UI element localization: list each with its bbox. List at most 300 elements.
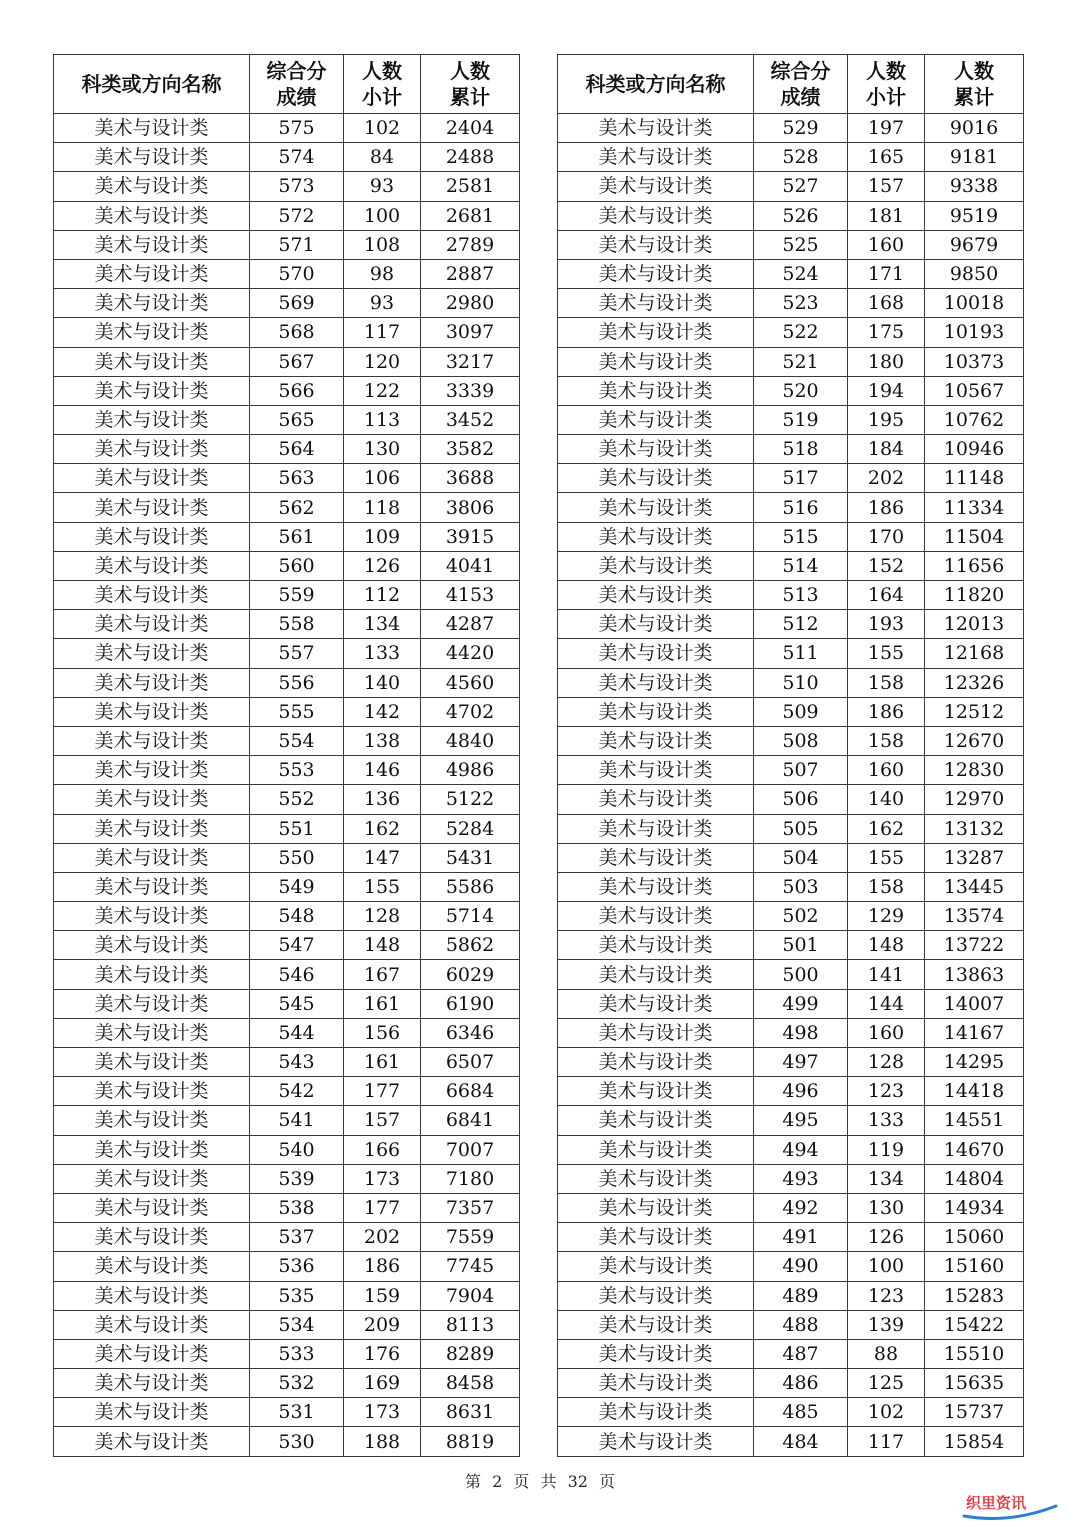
table-row <box>558 814 1024 843</box>
cell-count: 130 <box>344 435 421 464</box>
cell-category: 美术与设计类 <box>558 230 754 259</box>
cell-score: 506 <box>754 785 848 814</box>
table-row <box>54 1164 520 1193</box>
cell-cumulative: 13863 <box>925 960 1024 989</box>
cell-cumulative: 9679 <box>925 230 1024 259</box>
cell-score: 560 <box>250 551 344 580</box>
cell-score: 561 <box>250 522 344 551</box>
table-row <box>558 1164 1024 1193</box>
cell-score: 503 <box>754 872 848 901</box>
cell-count: 155 <box>848 639 925 668</box>
cell-cumulative: 8458 <box>421 1369 520 1398</box>
table-row <box>54 697 520 726</box>
cell-category: 美术与设计类 <box>558 814 754 843</box>
cell-count: 128 <box>344 902 421 931</box>
cell-score: 542 <box>250 1077 344 1106</box>
cell-score: 539 <box>250 1164 344 1193</box>
cell-category: 美术与设计类 <box>558 872 754 901</box>
table-row <box>54 1193 520 1222</box>
cell-count: 139 <box>848 1310 925 1339</box>
cell-category: 美术与设计类 <box>54 143 250 172</box>
cell-score: 489 <box>754 1281 848 1310</box>
cell-category: 美术与设计类 <box>54 1339 250 1368</box>
cell-score: 485 <box>754 1398 848 1427</box>
table-row <box>558 318 1024 347</box>
cell-cumulative: 8631 <box>421 1398 520 1427</box>
table-row <box>558 931 1024 960</box>
cell-score: 491 <box>754 1223 848 1252</box>
cell-count: 128 <box>848 1048 925 1077</box>
cell-category: 美术与设计类 <box>54 931 250 960</box>
cell-cumulative: 15422 <box>925 1310 1024 1339</box>
cell-category: 美术与设计类 <box>558 1310 754 1339</box>
table-row <box>558 726 1024 755</box>
header-category: 科类或方向名称 <box>558 55 754 114</box>
cell-count: 102 <box>848 1398 925 1427</box>
cell-category: 美术与设计类 <box>558 522 754 551</box>
cell-score: 550 <box>250 843 344 872</box>
cell-cumulative: 3339 <box>421 376 520 405</box>
table-row <box>558 464 1024 493</box>
table-row <box>558 172 1024 201</box>
cell-category: 美术与设计类 <box>558 1252 754 1281</box>
cell-count: 102 <box>344 114 421 143</box>
cell-category: 美术与设计类 <box>54 989 250 1018</box>
cell-count: 120 <box>344 347 421 376</box>
cell-cumulative: 7559 <box>421 1223 520 1252</box>
cell-count: 141 <box>848 960 925 989</box>
cell-cumulative: 6190 <box>421 989 520 1018</box>
cell-count: 146 <box>344 756 421 785</box>
cell-count: 134 <box>344 610 421 639</box>
table-row <box>54 902 520 931</box>
cell-count: 160 <box>848 756 925 785</box>
cell-score: 562 <box>250 493 344 522</box>
cell-category: 美术与设计类 <box>54 259 250 288</box>
cell-score: 553 <box>250 756 344 785</box>
cell-score: 516 <box>754 493 848 522</box>
cell-cumulative: 3806 <box>421 493 520 522</box>
cell-cumulative: 6346 <box>421 1018 520 1047</box>
cell-score: 500 <box>754 960 848 989</box>
cell-cumulative: 10762 <box>925 405 1024 434</box>
table-row <box>54 1048 520 1077</box>
cell-score: 552 <box>250 785 344 814</box>
cell-score: 554 <box>250 726 344 755</box>
cell-cumulative: 11656 <box>925 551 1024 580</box>
header-cumulative <box>421 55 520 114</box>
cell-cumulative: 12326 <box>925 668 1024 697</box>
header-cum-line1: 人数 <box>954 59 994 83</box>
cell-count: 123 <box>848 1077 925 1106</box>
cell-category: 美术与设计类 <box>558 493 754 522</box>
cell-count: 113 <box>344 405 421 434</box>
table-row <box>558 785 1024 814</box>
cell-score: 548 <box>250 902 344 931</box>
cell-category: 美术与设计类 <box>54 726 250 755</box>
cell-score: 569 <box>250 289 344 318</box>
table-row <box>558 522 1024 551</box>
header-count <box>848 55 925 114</box>
table-row <box>54 289 520 318</box>
table-body-right <box>558 114 1024 1457</box>
cell-category: 美术与设计类 <box>558 639 754 668</box>
cell-count: 84 <box>344 143 421 172</box>
cell-count: 180 <box>848 347 925 376</box>
cell-count: 159 <box>344 1281 421 1310</box>
cell-count: 140 <box>848 785 925 814</box>
header-count-line2: 小计 <box>866 85 906 109</box>
cell-count: 195 <box>848 405 925 434</box>
footer-total-pages: 32 <box>567 1472 588 1491</box>
cell-score: 526 <box>754 201 848 230</box>
cell-cumulative: 2887 <box>421 259 520 288</box>
table-row <box>54 1427 520 1456</box>
cell-cumulative: 2980 <box>421 289 520 318</box>
cell-score: 545 <box>250 989 344 1018</box>
cell-count: 134 <box>848 1164 925 1193</box>
cell-category: 美术与设计类 <box>558 1339 754 1368</box>
table-row <box>54 201 520 230</box>
cell-cumulative: 2488 <box>421 143 520 172</box>
cell-category: 美术与设计类 <box>558 668 754 697</box>
table-row <box>558 872 1024 901</box>
cell-category: 美术与设计类 <box>558 551 754 580</box>
cell-score: 524 <box>754 259 848 288</box>
cell-score: 543 <box>250 1048 344 1077</box>
cell-category: 美术与设计类 <box>54 1164 250 1193</box>
cell-score: 537 <box>250 1223 344 1252</box>
table-row <box>54 230 520 259</box>
table-row <box>54 785 520 814</box>
cell-category: 美术与设计类 <box>558 785 754 814</box>
cell-category: 美术与设计类 <box>558 697 754 726</box>
cell-category: 美术与设计类 <box>558 201 754 230</box>
cell-cumulative: 4986 <box>421 756 520 785</box>
cell-category: 美术与设计类 <box>54 639 250 668</box>
cell-category: 美术与设计类 <box>54 289 250 318</box>
cell-score: 557 <box>250 639 344 668</box>
cell-score: 564 <box>250 435 344 464</box>
cell-category: 美术与设计类 <box>54 1018 250 1047</box>
cell-score: 487 <box>754 1339 848 1368</box>
cell-count: 186 <box>848 493 925 522</box>
cell-score: 549 <box>250 872 344 901</box>
cell-score: 551 <box>250 814 344 843</box>
cell-category: 美术与设计类 <box>54 1281 250 1310</box>
cell-cumulative: 3915 <box>421 522 520 551</box>
cell-cumulative: 3097 <box>421 318 520 347</box>
table-row <box>558 230 1024 259</box>
cell-category: 美术与设计类 <box>54 551 250 580</box>
table-row <box>54 318 520 347</box>
cell-category: 美术与设计类 <box>558 960 754 989</box>
cell-count: 167 <box>344 960 421 989</box>
cell-score: 538 <box>250 1193 344 1222</box>
header-count <box>344 55 421 114</box>
cell-score: 502 <box>754 902 848 931</box>
cell-category: 美术与设计类 <box>54 1310 250 1339</box>
cell-score: 532 <box>250 1369 344 1398</box>
cell-count: 93 <box>344 172 421 201</box>
table-row <box>54 814 520 843</box>
cell-category: 美术与设计类 <box>54 785 250 814</box>
cell-category: 美术与设计类 <box>558 1077 754 1106</box>
cell-category: 美术与设计类 <box>54 1077 250 1106</box>
cell-category: 美术与设计类 <box>54 201 250 230</box>
table-row <box>558 551 1024 580</box>
cell-count: 157 <box>344 1106 421 1135</box>
cell-count: 186 <box>344 1252 421 1281</box>
cell-count: 161 <box>344 1048 421 1077</box>
cell-category: 美术与设计类 <box>558 931 754 960</box>
cell-cumulative: 3452 <box>421 405 520 434</box>
cell-cumulative: 13445 <box>925 872 1024 901</box>
header-count-line2: 小计 <box>362 85 402 109</box>
cell-category: 美术与设计类 <box>54 1398 250 1427</box>
cell-count: 166 <box>344 1135 421 1164</box>
cell-score: 519 <box>754 405 848 434</box>
cell-count: 170 <box>848 522 925 551</box>
cell-cumulative: 13287 <box>925 843 1024 872</box>
table-row <box>558 347 1024 376</box>
cell-category: 美术与设计类 <box>54 435 250 464</box>
table-row <box>558 756 1024 785</box>
cell-score: 497 <box>754 1048 848 1077</box>
table-row <box>558 1427 1024 1456</box>
cell-cumulative: 9181 <box>925 143 1024 172</box>
header-category: 科类或方向名称 <box>54 55 250 114</box>
table-row <box>54 464 520 493</box>
cell-cumulative: 13132 <box>925 814 1024 843</box>
cell-cumulative: 14167 <box>925 1018 1024 1047</box>
cell-cumulative: 6684 <box>421 1077 520 1106</box>
cell-category: 美术与设计类 <box>558 1281 754 1310</box>
cell-cumulative: 5714 <box>421 902 520 931</box>
cell-score: 555 <box>250 697 344 726</box>
table-row <box>54 551 520 580</box>
table-row <box>54 1077 520 1106</box>
cell-cumulative: 7007 <box>421 1135 520 1164</box>
cell-score: 496 <box>754 1077 848 1106</box>
header-cum-line1: 人数 <box>450 59 490 83</box>
cell-score: 546 <box>250 960 344 989</box>
cell-category: 美术与设计类 <box>558 347 754 376</box>
cell-score: 484 <box>754 1427 848 1456</box>
table-row <box>54 435 520 464</box>
cell-score: 522 <box>754 318 848 347</box>
header-row <box>54 55 520 114</box>
cell-score: 567 <box>250 347 344 376</box>
cell-cumulative: 3217 <box>421 347 520 376</box>
cell-count: 168 <box>848 289 925 318</box>
cell-cumulative: 3582 <box>421 435 520 464</box>
cell-count: 117 <box>848 1427 925 1456</box>
cell-cumulative: 8113 <box>421 1310 520 1339</box>
cell-cumulative: 14934 <box>925 1193 1024 1222</box>
cell-count: 140 <box>344 668 421 697</box>
cell-category: 美术与设计类 <box>54 1048 250 1077</box>
cell-score: 499 <box>754 989 848 1018</box>
page-footer <box>0 1469 1080 1492</box>
table-row <box>54 756 520 785</box>
cell-cumulative: 15510 <box>925 1339 1024 1368</box>
cell-cumulative: 10018 <box>925 289 1024 318</box>
watermark-logo <box>960 1488 1060 1522</box>
cell-cumulative: 2581 <box>421 172 520 201</box>
cell-category: 美术与设计类 <box>558 376 754 405</box>
cell-count: 197 <box>848 114 925 143</box>
cell-score: 492 <box>754 1193 848 1222</box>
cell-score: 493 <box>754 1164 848 1193</box>
score-table-left <box>53 54 520 1457</box>
cell-cumulative: 4560 <box>421 668 520 697</box>
table-body-left <box>54 114 520 1457</box>
table-row <box>558 1048 1024 1077</box>
cell-category: 美术与设计类 <box>54 1427 250 1456</box>
table-row <box>54 872 520 901</box>
cell-count: 158 <box>848 872 925 901</box>
cell-category: 美术与设计类 <box>54 1369 250 1398</box>
cell-count: 165 <box>848 143 925 172</box>
cell-score: 530 <box>250 1427 344 1456</box>
table-row <box>558 902 1024 931</box>
cell-category: 美术与设计类 <box>54 493 250 522</box>
cell-cumulative: 10373 <box>925 347 1024 376</box>
cell-category: 美术与设计类 <box>558 143 754 172</box>
cell-count: 109 <box>344 522 421 551</box>
cell-cumulative: 4840 <box>421 726 520 755</box>
cell-cumulative: 12013 <box>925 610 1024 639</box>
table-row <box>558 1339 1024 1368</box>
cell-cumulative: 4287 <box>421 610 520 639</box>
table-row <box>558 697 1024 726</box>
table-row <box>558 1135 1024 1164</box>
cell-score: 570 <box>250 259 344 288</box>
cell-score: 544 <box>250 1018 344 1047</box>
table-row <box>54 172 520 201</box>
table-row <box>558 1310 1024 1339</box>
footer-ye-end: 页 <box>599 1472 616 1491</box>
table-row <box>54 114 520 143</box>
table-row <box>558 610 1024 639</box>
cell-cumulative: 15635 <box>925 1369 1024 1398</box>
table-row <box>558 1369 1024 1398</box>
cell-score: 486 <box>754 1369 848 1398</box>
table-row <box>54 1018 520 1047</box>
table-row <box>558 1106 1024 1135</box>
table-row <box>54 1223 520 1252</box>
table-row <box>54 1398 520 1427</box>
cell-count: 133 <box>344 639 421 668</box>
cell-category: 美术与设计类 <box>558 1369 754 1398</box>
cell-cumulative: 9338 <box>925 172 1024 201</box>
cell-count: 184 <box>848 435 925 464</box>
header-score-line1: 综合分 <box>770 59 831 83</box>
cell-category: 美术与设计类 <box>558 405 754 434</box>
cell-score: 505 <box>754 814 848 843</box>
cell-count: 123 <box>848 1281 925 1310</box>
cell-count: 126 <box>344 551 421 580</box>
table-row <box>558 1252 1024 1281</box>
cell-category: 美术与设计类 <box>54 668 250 697</box>
cell-count: 186 <box>848 697 925 726</box>
cell-count: 173 <box>344 1164 421 1193</box>
cell-score: 508 <box>754 726 848 755</box>
table-row <box>558 435 1024 464</box>
cell-score: 529 <box>754 114 848 143</box>
cell-score: 512 <box>754 610 848 639</box>
table-row <box>558 639 1024 668</box>
table-row <box>558 1018 1024 1047</box>
cell-category: 美术与设计类 <box>54 114 250 143</box>
watermark-text: 织里资讯 <box>966 1494 1027 1512</box>
cell-cumulative: 2789 <box>421 230 520 259</box>
cell-category: 美术与设计类 <box>558 464 754 493</box>
cell-category: 美术与设计类 <box>54 814 250 843</box>
cell-score: 575 <box>250 114 344 143</box>
cell-score: 520 <box>754 376 848 405</box>
cell-count: 160 <box>848 230 925 259</box>
cell-score: 527 <box>754 172 848 201</box>
header-score-line2: 成绩 <box>780 85 821 109</box>
cell-category: 美术与设计类 <box>54 960 250 989</box>
table-row <box>558 143 1024 172</box>
cell-category: 美术与设计类 <box>54 376 250 405</box>
cell-category: 美术与设计类 <box>54 1106 250 1135</box>
cell-count: 88 <box>848 1339 925 1368</box>
cell-score: 513 <box>754 581 848 610</box>
cell-cumulative: 15160 <box>925 1252 1024 1281</box>
cell-count: 152 <box>848 551 925 580</box>
cell-count: 194 <box>848 376 925 405</box>
cell-category: 美术与设计类 <box>558 172 754 201</box>
cell-cumulative: 12670 <box>925 726 1024 755</box>
cell-cumulative: 15737 <box>925 1398 1024 1427</box>
table-row <box>54 143 520 172</box>
header-row <box>558 55 1024 114</box>
cell-cumulative: 10193 <box>925 318 1024 347</box>
cell-cumulative: 5586 <box>421 872 520 901</box>
cell-cumulative: 12512 <box>925 697 1024 726</box>
table-row <box>54 639 520 668</box>
table-row <box>558 581 1024 610</box>
cell-category: 美术与设计类 <box>54 347 250 376</box>
cell-cumulative: 6841 <box>421 1106 520 1135</box>
cell-count: 144 <box>848 989 925 1018</box>
cell-score: 556 <box>250 668 344 697</box>
cell-count: 148 <box>848 931 925 960</box>
cell-count: 117 <box>344 318 421 347</box>
header-score <box>754 55 848 114</box>
cell-category: 美术与设计类 <box>54 843 250 872</box>
cell-score: 515 <box>754 522 848 551</box>
cell-cumulative: 4153 <box>421 581 520 610</box>
cell-score: 574 <box>250 143 344 172</box>
cell-category: 美术与设计类 <box>558 1427 754 1456</box>
table-row <box>558 259 1024 288</box>
cell-count: 173 <box>344 1398 421 1427</box>
cell-cumulative: 11334 <box>925 493 1024 522</box>
cell-count: 129 <box>848 902 925 931</box>
table-row <box>54 843 520 872</box>
cell-cumulative: 11504 <box>925 522 1024 551</box>
cell-cumulative: 9016 <box>925 114 1024 143</box>
table-row <box>54 1339 520 1368</box>
cell-cumulative: 5862 <box>421 931 520 960</box>
table-row <box>558 114 1024 143</box>
cell-cumulative: 10567 <box>925 376 1024 405</box>
